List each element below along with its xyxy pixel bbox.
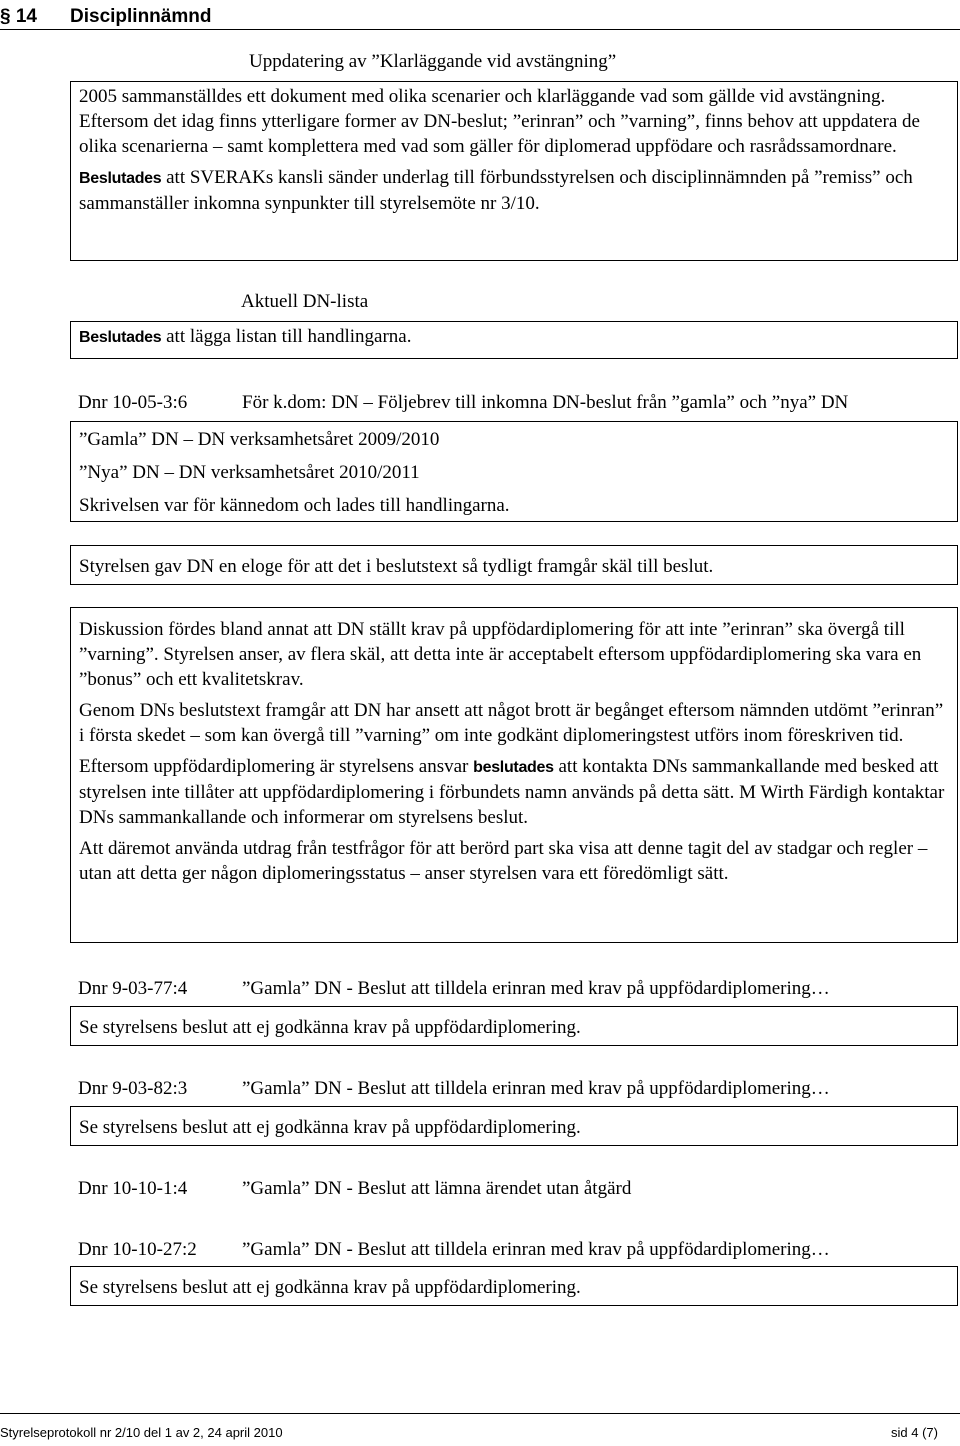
item-heading: Uppdatering av ”Klarläggande vid avstängning” — [249, 51, 617, 72]
paragraph: ”Nya” DN – DN verksamhetsåret 2010/2011 — [79, 462, 420, 483]
bold-keyword: Beslutades — [79, 170, 162, 187]
paragraph — [79, 324, 949, 350]
page-footer — [0, 1413, 960, 1440]
paragraph: ”Gamla” DN – DN verksamhetsåret 2009/2010 — [79, 429, 440, 450]
diarienummer: Dnr 10-10-27:2 — [78, 1239, 197, 1260]
paragraph: Skrivelsen var för kännedom och lades till handlingarna. — [79, 495, 510, 516]
paragraph: Se styrelsens beslut att ej godkänna krav på uppfödardiplomering. — [79, 1017, 581, 1038]
paragraph-text: Eftersom uppfödardiplomering är styrelsens ansvar — [79, 756, 474, 777]
paragraph-text: att SVERAKs kansli sänder underlag till förbundsstyrelsen och disciplinnämnden på ”remiss” och sammanställer inkomna synpunkter till styrelsemöte nr 3/10. — [79, 167, 913, 214]
section-header — [0, 0, 960, 30]
paragraph: Genom DNs beslutstext framgår att DN har ansett att något brott är begånget eftersom nämnden utdömt ”erinran” i första skedet – som kan övergå till ”varning” om inte godkänt diplomeringstest utförs inom föreskriven tid. — [79, 700, 944, 746]
item-heading: För k.dom: DN – Följebrev till inkomna DN-beslut från ”gamla” och ”nya” DN — [242, 392, 849, 413]
section-title: Disciplinnämnd — [70, 6, 212, 27]
diarienummer: Dnr 10-05-3:6 — [78, 392, 188, 413]
item-heading: ”Gamla” DN - Beslut att tilldela erinran med krav på uppfödardiplomering… — [242, 1239, 830, 1260]
decision-box — [70, 421, 958, 522]
paragraph: 2005 sammanställdes ett dokument med olika scenarier och klarläggande vad som gällde vid avstängning. Eftersom det idag finns ytterligare former av DN-beslut; ”erinran” och ”varning”, finns behov att uppdatera de olika scenarierna – samt komplettera med vad som gäller för diplomerad uppfödare och rasrådssamordnare. — [79, 86, 920, 157]
item-heading: ”Gamla” DN - Beslut att lämna ärendet utan åtgärd — [242, 1178, 632, 1199]
paragraph-text: att kontakta DNs sammankallande med besked att styrelsen inte tillåter att uppfödardiplomering i förbundets namn används på detta sätt. M Wirth Färdigh kontaktar DNs sammankallande och informerar om styrelsens beslut. — [79, 756, 945, 828]
paragraph: Se styrelsens beslut att ej godkänna krav på uppfödardiplomering. — [79, 1277, 581, 1298]
item-heading: Aktuell DN-lista — [241, 291, 369, 312]
decision-box — [70, 1006, 958, 1046]
decision-box — [70, 321, 958, 359]
footer-page-number: sid 4 (7) — [891, 1425, 938, 1440]
paragraph: Styrelsen gav DN en eloge för att det i beslutstext så tydligt framgår skäl till beslut. — [79, 556, 714, 577]
item-heading: ”Gamla” DN - Beslut att tilldela erinran med krav på uppfödardiplomering… — [242, 978, 830, 999]
bold-keyword: Beslutades — [79, 329, 162, 346]
paragraph — [79, 165, 949, 216]
diarienummer: Dnr 9-03-77:4 — [78, 978, 188, 999]
decision-box — [70, 1266, 958, 1306]
decision-box — [70, 545, 958, 585]
paragraph: Se styrelsens beslut att ej godkänna krav på uppfödardiplomering. — [79, 1117, 581, 1138]
decision-box — [70, 607, 958, 943]
item-heading: ”Gamla” DN - Beslut att tilldela erinran med krav på uppfödardiplomering… — [242, 1078, 830, 1099]
paragraph: Diskussion fördes bland annat att DN ställt krav på uppfödardiplomering för att inte ”erinran” ska övergå till ”varning”. Styrelsen anser, av flera skäl, att detta inte är acceptabelt eftersom uppfödardiplomering ska vara en ”bonus” och ett kvalitetskrav. — [79, 619, 922, 690]
diarienummer: Dnr 9-03-82:3 — [78, 1078, 188, 1099]
footer-document-title: Styrelseprotokoll nr 2/10 del 1 av 2, 24 april 2010 — [0, 1425, 283, 1440]
decision-box — [70, 81, 958, 261]
diarienummer: Dnr 10-10-1:4 — [78, 1178, 188, 1199]
bold-keyword: beslutades — [473, 759, 554, 776]
section-number: § 14 — [0, 6, 37, 27]
paragraph — [79, 754, 949, 830]
decision-box — [70, 1106, 958, 1146]
paragraph-text: att lägga listan till handlingarna. — [161, 326, 412, 347]
paragraph: Att däremot använda utdrag från testfrågor för att berörd part ska visa att denne tagit del av stadgar och regler – utan att detta ger någon diplomeringsstatus – anser styrelsen vara ett föredömligt sätt. — [79, 838, 928, 884]
